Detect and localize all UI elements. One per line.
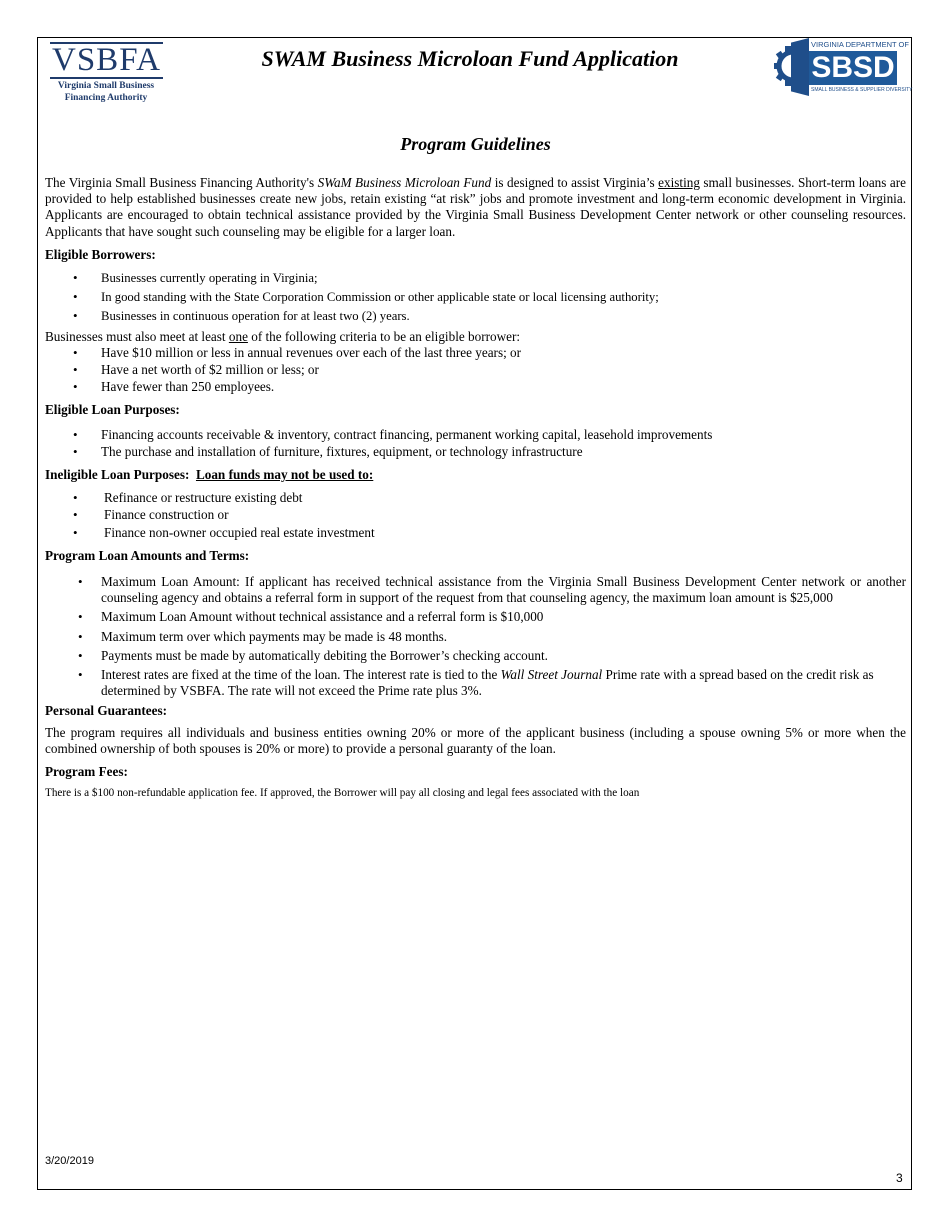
- page-number: 3: [896, 1171, 903, 1185]
- list-item: • The purchase and installation of furniture, fixtures, equipment, or technology infrastructure: [73, 443, 583, 459]
- list-item-text: Businesses currently operating in Virginia;: [101, 271, 318, 286]
- intro-paragraph: [45, 175, 906, 240]
- sbsd-logo: [771, 38, 913, 96]
- list-item: • Maximum Loan Amount without technical assistance and a referral form is $10,000: [78, 609, 544, 625]
- vsbfa-logo-mark: VSBFA: [52, 42, 161, 78]
- list-item-text: Payments must be made by automatically debiting the Borrower’s checking account.: [101, 647, 548, 663]
- list-item: • Have $10 million or less in annual revenues over each of the last three years; or: [73, 344, 522, 360]
- ineligible-heading-text: Ineligible Loan Purposes:: [45, 467, 190, 483]
- list-item-text: The purchase and installation of furniture, fixtures, equipment, or technology infrastructure: [101, 443, 583, 459]
- list-item: • Have a net worth of $2 million or less; or: [73, 362, 319, 378]
- sbsd-logo-bottom: SMALL BUSINESS & SUPPLIER DIVERSITY: [811, 87, 913, 93]
- list-item-text: Have $10 million or less in annual revenues over each of the last three years; or: [101, 344, 522, 360]
- rate-text-1: Interest rates are fixed at the time of the loan. The interest rate is tied to the: [101, 667, 501, 683]
- ineligible-purposes-list: [45, 490, 906, 541]
- criteria-list: [45, 345, 906, 396]
- fees-text: There is a $100 non-refundable application fee. If approved, the Borrower will pay all closing and legal fees associated with the loan: [45, 787, 640, 800]
- guarantees-heading: Personal Guarantees:: [45, 703, 167, 719]
- eligible-purposes-heading: Eligible Loan Purposes:: [45, 402, 180, 418]
- fund-name: SWaM Business Microloan Fund: [317, 175, 492, 190]
- list-item-text: Have a net worth of $2 million or less; or: [101, 362, 319, 378]
- amounts-terms-list: [45, 574, 906, 699]
- door-graphic: [791, 38, 809, 96]
- list-item-text: Have fewer than 250 employees.: [101, 379, 275, 395]
- list-item: • Refinance or restructure existing debt: [73, 490, 303, 506]
- document-title: SWAM Business Microloan Fund Application: [261, 46, 679, 71]
- eligible-borrowers-heading: Eligible Borrowers:: [45, 246, 156, 262]
- list-item: • Businesses in continuous operation for at least two (2) years.: [73, 308, 410, 324]
- list-item: • Businesses currently operating in Virginia;: [73, 270, 318, 286]
- list-item: • Interest rates are fixed at the time of the loan. The interest rate is tied to the Wall Street Journal Prime rate with a spread based on the credit risk as determined by VSBFA. The rate will not exceed the Prime rate plus 3%.: [78, 667, 874, 699]
- intro-text-3: small businesses. Short-term loans are provided to help established businesses create new jobs, retain existing “at risk” jobs and promote investment and long-term economic development in Virginia. Applicants are encouraged to obtain technical assistance provided by the Virginia Small Business Development Center network or other counseling resources. Applicants that have sought such counseling may be eligible for a larger loan.: [45, 175, 907, 239]
- sbsd-logo-mark: SBSD: [809, 51, 897, 85]
- sbsd-logo-top: VIRGINIA DEPARTMENT OF: [811, 40, 909, 49]
- list-item-text: In good standing with the State Corporation Commission or other applicable state or local licensing authority;: [101, 290, 659, 305]
- ineligible-heading-note: Loan funds may not be used to:: [195, 467, 374, 483]
- criteria-text-1: Businesses must also meet at least: [45, 328, 229, 344]
- list-item-text: Finance non-owner occupied real estate investment: [104, 524, 375, 540]
- list-item-text: Financing accounts receivable & inventory, contract financing, permanent working capital, leasehold improvements: [101, 426, 713, 442]
- eligible-borrowers-list: [45, 270, 906, 325]
- list-item: • Payments must be made by automatically debiting the Borrower’s checking account.: [78, 647, 548, 663]
- list-item: • Have fewer than 250 employees.: [73, 379, 275, 395]
- criteria-one: one: [228, 328, 248, 344]
- vsbfa-logo-sub-2: Financing Authority: [64, 93, 148, 103]
- fees-heading: Program Fees:: [45, 764, 128, 780]
- rate-wsj: Wall Street Journal: [500, 667, 603, 683]
- list-item-text: Maximum Loan Amount without technical assistance and a referral form is $10,000: [101, 609, 544, 625]
- ineligible-purposes-heading: [45, 467, 906, 483]
- list-item-text: Businesses in continuous operation for at least two (2) years.: [101, 309, 410, 324]
- rate-text-2: Prime rate with a spread based on the credit risk as determined by VSBFA. The rate will not exceed the Prime rate plus 3%.: [101, 667, 874, 699]
- guarantees-text: The program requires all individuals and business entities owning 20% or more of the applicant business (including a spouse owning 5% or more when the combined ownership of both spouses is 20% or more) to provide a personal guaranty of the loan.: [45, 724, 906, 756]
- list-item: • Maximum Loan Amount: If applicant has received technical assistance from the Virginia Small Business Development Center network or another counseling agency and obtains a referral form in support of the request from that counseling agency, the maximum loan amount is $25,000: [78, 574, 906, 606]
- vsbfa-logo-sub-1: Virginia Small Business: [57, 81, 155, 91]
- list-item: • Finance construction or: [73, 507, 229, 523]
- intro-text-2: is designed to assist Virginia’s: [491, 175, 659, 190]
- intro-text-1: The Virginia Small Business Financing Authority's: [45, 175, 318, 190]
- page-title: Program Guidelines: [400, 134, 551, 154]
- list-item: • Financing accounts receivable & inventory, contract financing, permanent working capital, leasehold improvements: [73, 426, 713, 442]
- page-content: [45, 133, 906, 802]
- footer-date: 3/20/2019: [45, 1155, 94, 1167]
- list-item: • Finance non-owner occupied real estate investment: [73, 524, 375, 540]
- list-item: • Maximum term over which payments may be made is 48 months.: [78, 628, 448, 644]
- list-item-text: Maximum Loan Amount: If applicant has received technical assistance from the Virginia Small Business Development Center network or another counseling agency and obtains a referral form in support of the request from that counseling agency, the maximum loan amount is $25,000: [101, 574, 906, 606]
- list-item: • In good standing with the State Corporation Commission or other applicable state or local licensing authority;: [73, 289, 659, 305]
- intro-existing: existing: [658, 175, 700, 190]
- eligible-purposes-list: [45, 427, 906, 460]
- list-item-text: Maximum term over which payments may be made is 48 months.: [101, 628, 448, 644]
- list-item-text: Finance construction or: [104, 507, 229, 523]
- criteria-text-2: of the following criteria to be an eligible borrower:: [247, 328, 521, 344]
- gear-icon: [771, 44, 793, 88]
- list-item-text: Refinance or restructure existing debt: [104, 490, 303, 506]
- criteria-intro: [45, 329, 906, 345]
- amounts-terms-heading: Program Loan Amounts and Terms:: [45, 547, 250, 563]
- vsbfa-logo: [50, 42, 162, 103]
